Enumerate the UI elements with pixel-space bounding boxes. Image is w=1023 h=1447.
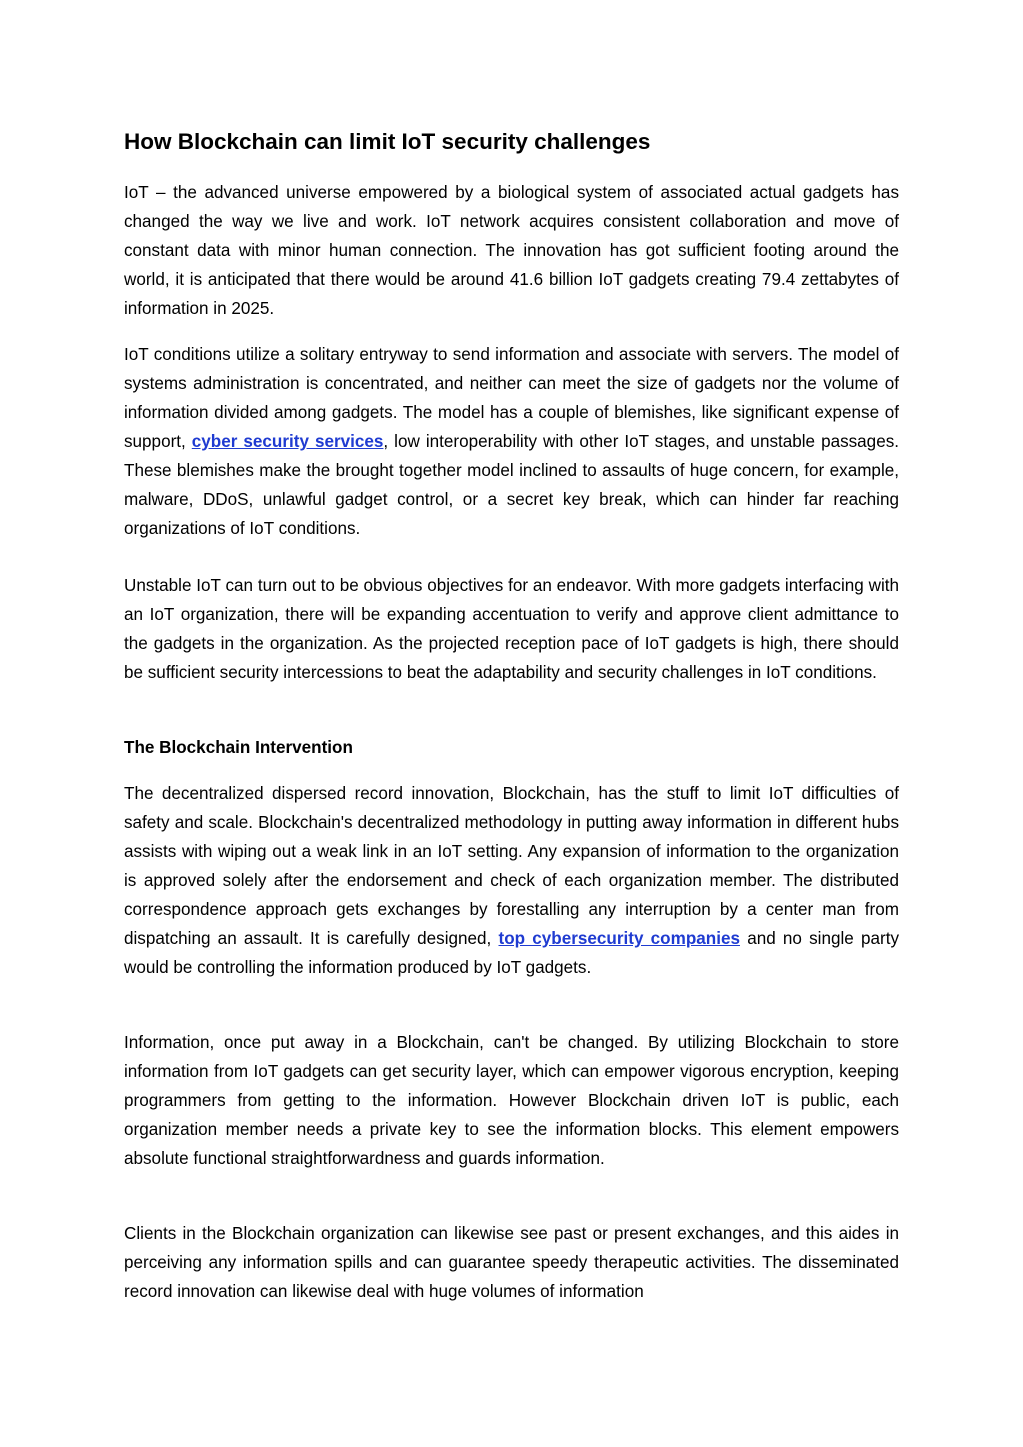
page-title: How Blockchain can limit IoT security challenges xyxy=(124,129,651,154)
paragraph-text: The decentralized dispersed record innovation, Blockchain, has the stuff to limit IoT difficulties of safety and scale. Blockchain's decentralized methodology in putting away information in different hubs assists with wiping out a weak link in an IoT setting. Any expansion of information to the organization is approved solely after the endorsement and check of each organization member. The distributed correspondence approach gets exchanges by forestalling any interruption by a center man from dispatching an assault. It is carefully designed, xyxy=(124,784,899,948)
paragraph-blockchain-intervention xyxy=(124,779,899,982)
paragraph-immutability: Information, once put away in a Blockchain, can't be changed. By utilizing Blockchain to store information from IoT gadgets can get security layer, which can empower vigorous encryption, keeping programmers from getting to the information. However Blockchain driven IoT is public, each organization member needs a private key to see the information blocks. This element empowers absolute functional straightforwardness and guards information. xyxy=(124,1033,899,1168)
paragraph-text: IoT conditions utilize a solitary entryway to send information and associate with servers. The model of systems administration is concentrated, and neither can meet the size of gadgets nor the volume of information divided among gadgets. The model has a couple of blemishes, like significant expense of support, xyxy=(124,345,899,451)
paragraph-clients: Clients in the Blockchain organization can likewise see past or present exchanges, and this aides in perceiving any information spills and can guarantee speedy therapeutic activities. The disseminated record innovation can likewise deal with huge volumes of information xyxy=(124,1224,899,1301)
paragraph-iot-conditions xyxy=(124,340,899,543)
section-heading: The Blockchain Intervention xyxy=(124,738,353,757)
top-cybersecurity-companies-link[interactable]: top cybersecurity companies xyxy=(498,929,740,948)
paragraph-text: , low interoperability with other IoT stages, and unstable passages. These blemishes make the brought together model inclined to assaults of huge concern, for example, malware, DDoS, unlawful gadget control, or a secret key break, which can hinder far reaching organizations of IoT conditions. xyxy=(124,432,899,538)
paragraph-text: and no single party would be controlling the information produced by IoT gadgets. xyxy=(124,929,900,977)
paragraph-intro: IoT – the advanced universe empowered by a biological system of associated actual gadgets has changed the way we live and work. IoT network acquires consistent collaboration and move of constant data with minor human connection. The innovation has got sufficient footing around the world, it is anticipated that there would be around 41.6 billion IoT gadgets creating 79.4 zettabytes of information in 2025. xyxy=(124,183,899,318)
paragraph-unstable-iot: Unstable IoT can turn out to be obvious objectives for an endeavor. With more gadgets interfacing with an IoT organization, there will be expanding accentuation to verify and approve client admittance to the gadgets in the organization. As the projected reception pace of IoT gadgets is high, there should be sufficient security intercessions to beat the adaptability and security challenges in IoT conditions. xyxy=(124,576,899,682)
cyber-security-services-link[interactable]: cyber security services xyxy=(191,432,384,451)
